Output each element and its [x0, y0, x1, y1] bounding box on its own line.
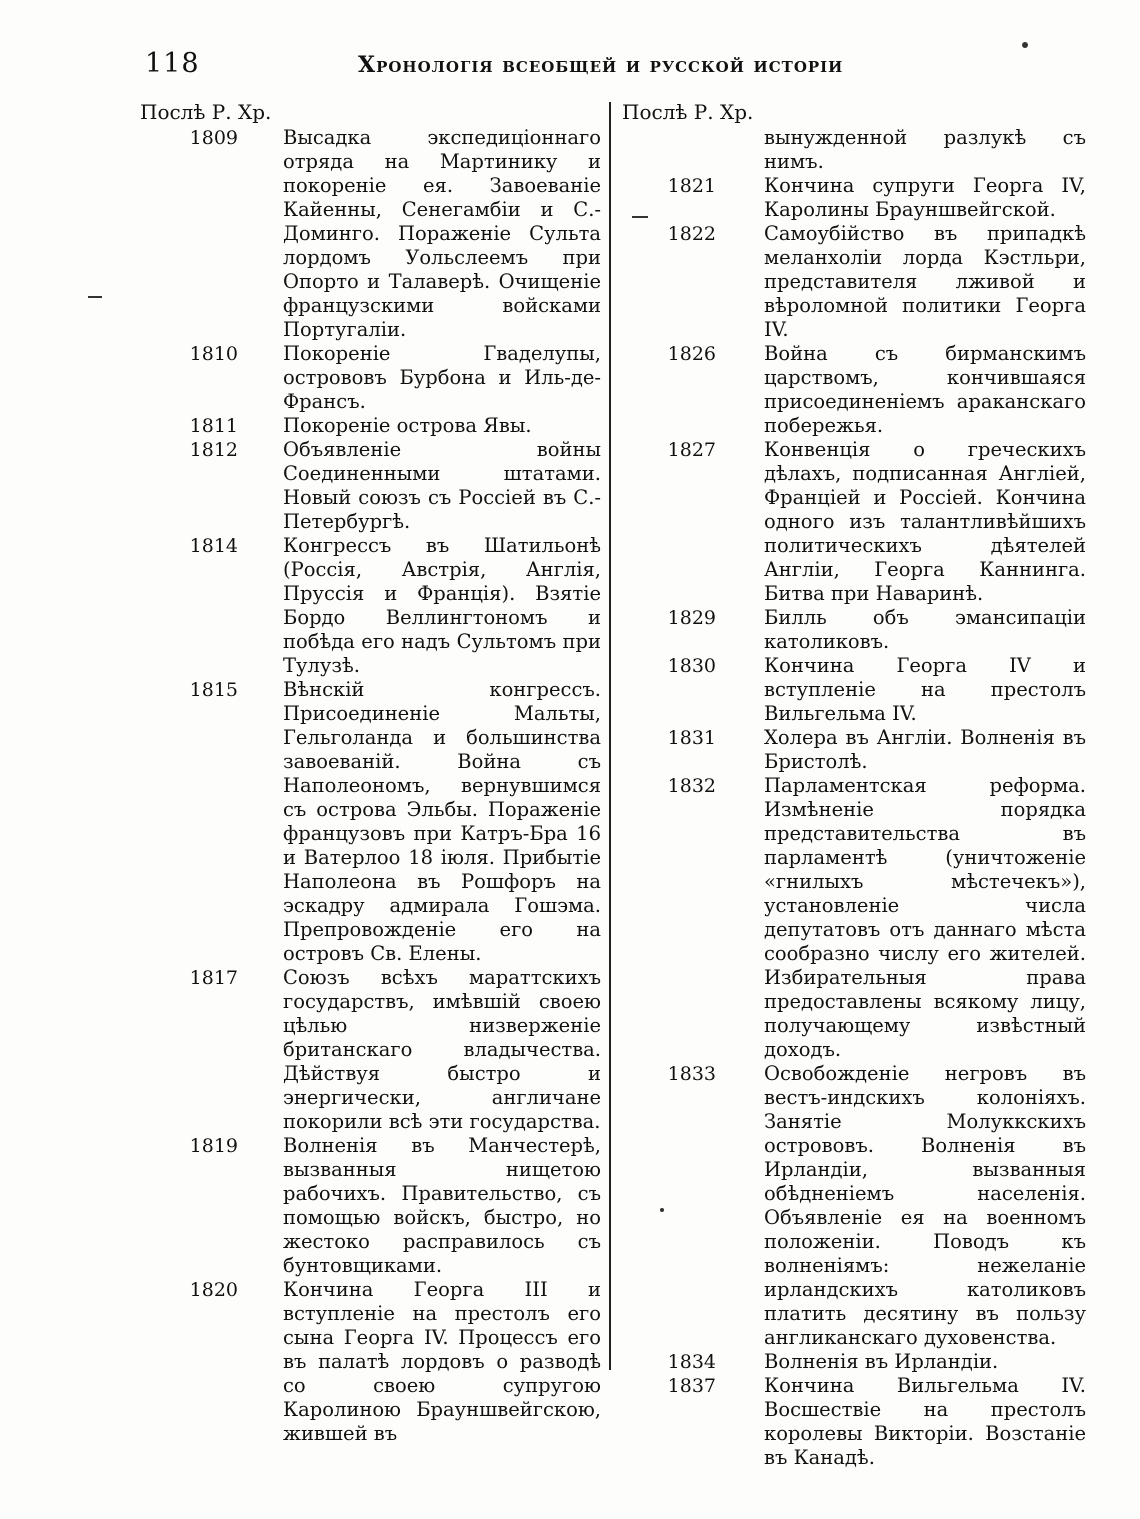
entry-year: 1834: [667, 1351, 716, 1373]
entry-year: 1815: [189, 679, 238, 701]
chronology-entry: [140, 1134, 605, 1278]
entry-text: Кончина Вильгельма IV. Восшествіе на престолъ королевы Викторіи. Возстаніе въ Канадѣ.: [764, 1374, 1086, 1469]
entry-year: 1829: [667, 607, 716, 629]
entry-year: 1811: [189, 415, 238, 437]
entry-year: 1821: [667, 175, 716, 197]
entry-text: Билль объ эмансипаціи католиковъ.: [764, 606, 1086, 653]
chronology-entry: [140, 342, 605, 414]
era-label: Послѣ Р. Хр.: [622, 100, 754, 124]
entry-year: 1833: [667, 1063, 716, 1085]
entry-text: Кончина Георга III и вступленіе на престолъ его сына Георга IV. Процессъ его въ палатѣ лордовъ о разводѣ со своею супругою Каролиною Брауншвейгскою, жившей въ: [283, 1278, 601, 1445]
entry-text: Вѣнскій конгрессъ. Присоединеніе Мальты, Гельголанда и большинства завоеваній. Война съ Наполеономъ, вернувшимся съ острова Эльбы. Пораженіе французовъ при Катръ-Бра 16 и Ватерлоо 18 іюля. Прибытіе Наполеона въ Рошфоръ на эскадру адмирала Гошэма. Препровожденіе его на островъ Св. Елены.: [283, 678, 601, 965]
entry-year: 1812: [189, 439, 238, 461]
chronology-entry: [622, 342, 1092, 438]
column-divider: [609, 102, 611, 1370]
era-label: Послѣ Р. Хр.: [140, 100, 272, 124]
running-title: Хронологія всеобщей и русской исторіи: [358, 52, 844, 78]
chronology-entry: [622, 774, 1092, 1062]
entry-year: 1832: [667, 775, 716, 797]
entry-text: Конвенція о греческихъ дѣлахъ, подписанная Англіей, Франціей и Россіей. Кончина одного изъ талантливѣйшихъ политическихъ дѣятелей Англіи, Георга Каннинга. Битва при Наваринѣ.: [764, 438, 1086, 605]
entry-text: Кончина супруги Георга IV, Каролины Брауншвейгской.: [764, 174, 1086, 221]
entry-year: 1831: [667, 727, 716, 749]
entry-text: Конгрессъ въ Шатильонѣ (Россія, Австрія, Англія, Пруссія и Франція). Взятіе Бордо Веллингтономъ и побѣда его надъ Сультомъ при Тулузѣ.: [283, 534, 601, 677]
chronology-entry: [622, 1350, 1092, 1374]
left-column: [140, 100, 605, 1446]
entry-year: 1810: [189, 343, 238, 365]
page-header: [0, 44, 1140, 88]
chronology-entry: [140, 534, 605, 678]
page-number: 118: [145, 48, 200, 79]
chronology-entry: [140, 678, 605, 966]
entry-text: Покореніе острова Явы.: [283, 414, 532, 437]
right-column: [622, 100, 1092, 1470]
entry-text: Холера въ Англіи. Волненія въ Бристолѣ.: [764, 726, 1086, 773]
continued-text: вынужденной разлукѣ съ нимъ.: [764, 126, 1086, 173]
print-speck: [88, 296, 102, 298]
entry-text: Освобожденіе негровъ въ вестъ-индскихъ колоніяхъ. Занятіе Молуккскихъ острововъ. Волненія въ Ирландіи, вызванныя обѣдненіемъ населенія. Объявленіе ея на военномъ положеніи. Поводъ къ волненіямъ: нежеланіе ирландскихъ католиковъ платить десятину въ пользу англиканскаго духовенства.: [764, 1062, 1086, 1349]
chronology-entry: [140, 1278, 605, 1446]
entry-text: Самоубійство въ припадкѣ меланхоліи лорда Кэстльри, представителя лживой и вѣроломной политики Георга IV.: [764, 222, 1086, 341]
entry-year: 1826: [667, 343, 716, 365]
entry-year: 1809: [189, 127, 238, 149]
chronology-entry: [140, 414, 605, 438]
entry-year: 1837: [667, 1375, 716, 1397]
chronology-entry: [622, 654, 1092, 726]
chronology-entry: [622, 438, 1092, 606]
entry-year: 1819: [189, 1135, 238, 1157]
print-speck: [1022, 42, 1028, 48]
entry-year: 1827: [667, 439, 716, 461]
entry-text: Объявленіе войны Соединенными штатами. Новый союзъ съ Россіей въ С.-Петербургѣ.: [283, 438, 601, 533]
chronology-entry: [140, 438, 605, 534]
entry-text: Парламентская реформа. Измѣненіе порядка представительства въ парламентѣ (уничтоженіе «гнилыхъ мѣстечекъ»), установленіе числа депутатовъ отъ даннаго мѣста сообразно числу его жителей. Избирательныя права предоставлены всякому лицу, получающему извѣстный доходъ.: [764, 774, 1086, 1061]
entry-text: Волненія въ Манчестерѣ, вызванныя нищетою рабочихъ. Правительство, съ помощью войскъ, быстро, но жестоко расправилось съ бунтовщиками.: [283, 1134, 601, 1277]
chronology-entry: [622, 1062, 1092, 1350]
entry-text: Война съ бирманскимъ царствомъ, кончившаяся присоединеніемъ араканскаго побережья.: [764, 342, 1086, 437]
entry-text: Покореніе Гваделупы, острововъ Бурбона и Иль-де-Франсъ.: [283, 342, 601, 413]
entry-text: Кончина Георга IV и вступленіе на престолъ Вильгельма IV.: [764, 654, 1086, 725]
entry-text: Волненія въ Ирландіи.: [764, 1350, 999, 1373]
entry-text: Высадка экспедиціоннаго отряда на Мартинику и покореніе ея. Завоеваніе Кайенны, Сенегамбіи и С.-Доминго. Пораженіе Сульта лордомъ Уольслеемъ при Опорто и Талаверѣ. Очищеніе французскими войсками Португаліи.: [283, 126, 601, 341]
entry-text: Союзъ всѣхъ мараттскихъ государствъ, имѣвшій своею цѣлью низверженіе британскаго владычества. Дѣйствуя быстро и энергически, англичане покорили всѣ эти государства.: [283, 966, 601, 1133]
chronology-entry: [622, 1374, 1092, 1470]
entry-year: 1820: [189, 1279, 238, 1301]
chronology-entry: [140, 126, 605, 342]
entry-year: 1830: [667, 655, 716, 677]
chronology-entry: [622, 174, 1092, 222]
chronology-entry: [140, 966, 605, 1134]
chronology-entry: [622, 726, 1092, 774]
entry-year: 1814: [189, 535, 238, 557]
entry-year: 1817: [189, 967, 238, 989]
entry-year: 1822: [667, 223, 716, 245]
chronology-entry: [622, 222, 1092, 342]
chronology-entry: [622, 606, 1092, 654]
